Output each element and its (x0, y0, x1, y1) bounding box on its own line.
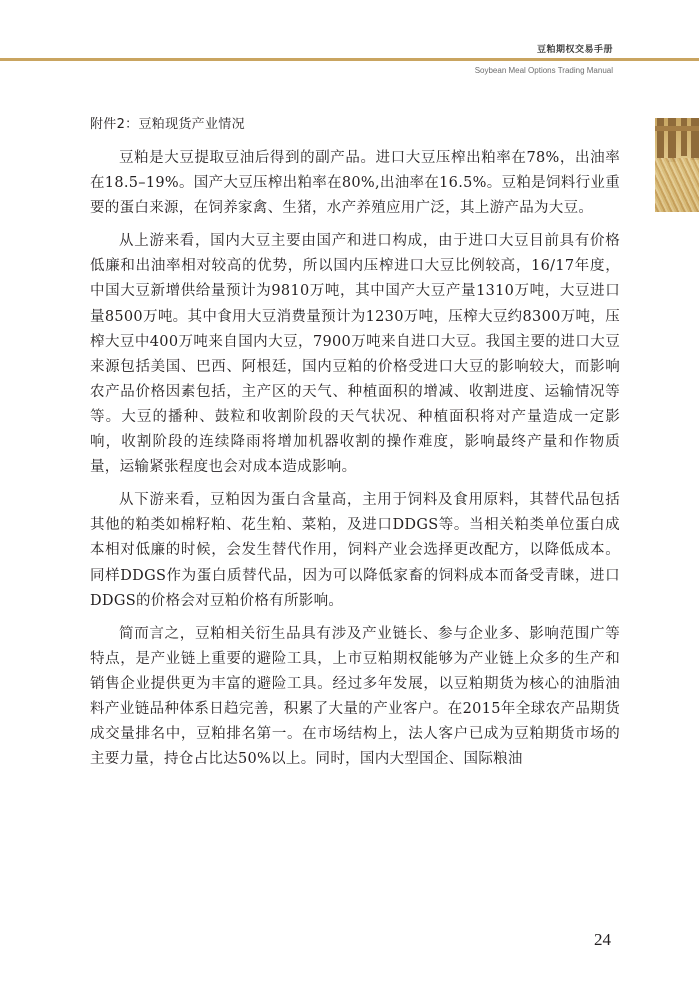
decorative-wheat-image (655, 118, 699, 212)
running-header-subtitle: Soybean Meal Options Trading Manual (474, 66, 613, 75)
header-rule (0, 58, 699, 61)
page-body (90, 114, 620, 780)
running-header-title: 豆粕期权交易手册 (536, 45, 613, 55)
paragraph-intro: 豆粕是大豆提取豆油后得到的副产品。进口大豆压榨出粕率在78%，出油率在18.5–19%。国产大豆压榨出粕率在80%,出油率在16.5%。豆粕是饲料行业重要的蛋白来源，在饲养家禽、生猪，水产养殖应用广泛，其上游产品为大豆。 (90, 150, 620, 217)
paragraph-summary: 简而言之，豆粕相关衍生品具有涉及产业链长、参与企业多、影响范围广等特点，是产业链上重要的避险工具，上市豆粕期权能够为产业链上众多的生产和销售企业提供更为丰富的避险工具。经过多年发展，以豆粕期货为核心的油脂油料产业链品种体系日趋完善，积累了大量的产业客户。在2015年全球农产品期货成交量排名中，豆粕排名第一。在市场结构上，法人客户已成为豆粕期货市场的主要力量，持仓占比达50%以上。同时，国内大型国企、国际粮油 (90, 625, 620, 768)
section-title: 附件2：豆粕现货产业情况 (90, 117, 245, 132)
paragraph-downstream: 从下游来看，豆粕因为蛋白含量高，主用于饲料及食用原料，其替代品包括其他的粕类如棉籽粕、花生粕、菜粕，及进口DDGS等。当相关粕类单位蛋白成本相对低廉的时候，会发生替代作用，饲料产业会选择更改配方，以降低成本。同样DDGS作为蛋白质替代品，因为可以降低家畜的饲料成本而备受青睐，进口DDGS的价格会对豆粕价格有所影响。 (90, 492, 620, 609)
page-number: 24 (594, 930, 611, 949)
running-header (537, 44, 613, 56)
paragraph-upstream: 从上游来看，国内大豆主要由国产和进口构成，由于进口大豆目前具有价格低廉和出油率相对较高的优势，所以国内压榨进口大豆比例较高，16/17年度，中国大豆新增供给量预计为9810万吨，其中国产大豆产量1310万吨，大豆进口量8500万吨。其中食用大豆消费量预计为1230万吨，压榨大豆约8300万吨，压榨大豆中400万吨来自国内大豆，7900万吨来自进口大豆。我国主要的进口大豆来源包括美国、巴西、阿根廷，国内豆粕的价格受进口大豆的影响较大，而影响农产品价格因素包括，主产区的天气、种植面积的增减、收割进度、运输情况等等。大豆的播种、鼓粒和收割阶段的天气状况、种植面积将对产量造成一定影响，收割阶段的连续降雨将增加机器收割的操作难度，影响最终产量和作物质量，运输紧张程度也会对成本造成影响。 (90, 233, 620, 476)
